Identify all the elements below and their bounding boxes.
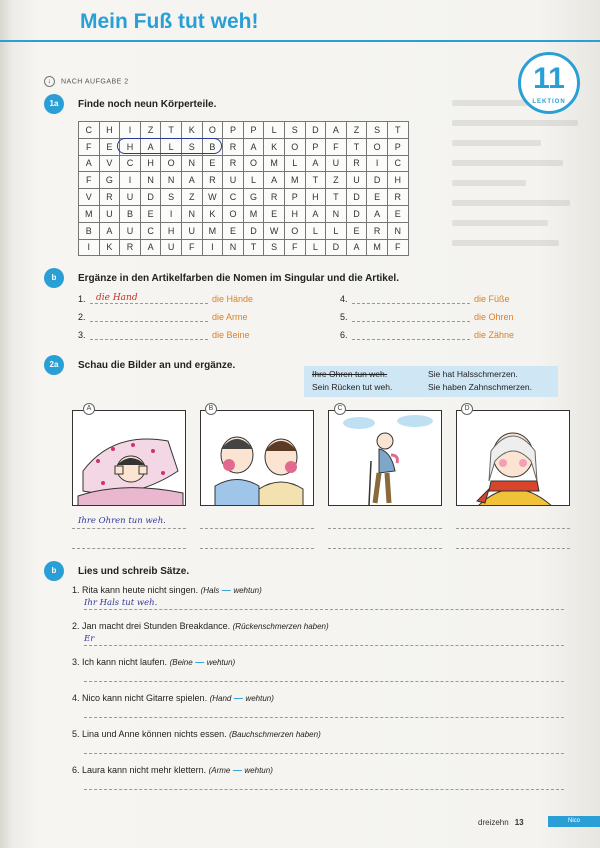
grid-cell[interactable]: E: [264, 205, 285, 222]
article-row: [340, 329, 514, 340]
grid-cell[interactable]: A: [79, 155, 100, 172]
grid-cell[interactable]: A: [367, 205, 388, 222]
article-row-number: 3.: [78, 330, 86, 340]
picture-c-backache: [328, 410, 442, 506]
lesson-number: 11: [533, 62, 565, 95]
article-row-number: 5.: [340, 312, 348, 322]
grid-cell[interactable]: L: [305, 222, 326, 239]
grid-cell[interactable]: N: [326, 205, 347, 222]
grid-cell[interactable]: O: [223, 205, 244, 222]
grid-cell[interactable]: D: [367, 172, 388, 189]
grid-cell[interactable]: R: [202, 172, 223, 189]
grid-cell[interactable]: O: [284, 222, 305, 239]
grid-cell[interactable]: T: [326, 189, 347, 206]
nach-aufgabe-note: [44, 76, 129, 87]
word-box-item: Ihre Ohren tun weh.: [312, 369, 388, 379]
page-footer: [478, 818, 524, 827]
article-row: [78, 311, 248, 322]
grid-cell[interactable]: S: [161, 189, 182, 206]
page-number: 13: [514, 818, 524, 827]
grid-cell[interactable]: R: [367, 222, 388, 239]
grid-cell[interactable]: A: [326, 122, 347, 139]
grid-cell[interactable]: Z: [140, 122, 161, 139]
picture-label-b: B: [205, 403, 217, 415]
grid-cell[interactable]: I: [120, 122, 141, 139]
nach-aufgabe-text: NACH AUFGABE 2: [61, 78, 129, 86]
title-rule: [0, 40, 600, 42]
article-row-number: 2.: [78, 312, 86, 322]
grid-cell[interactable]: H: [387, 172, 408, 189]
sentence-answer-line[interactable]: [84, 717, 564, 718]
sentence-answer-handwritten: Ihr Hals tut weh.: [84, 598, 158, 608]
grid-cell[interactable]: R: [223, 138, 244, 155]
sentence-prompt: [72, 693, 274, 703]
picture-label-d: D: [461, 403, 473, 415]
footer-tag: Nico: [548, 816, 600, 827]
grid-cell[interactable]: I: [79, 239, 100, 256]
answer-line-b2[interactable]: [200, 548, 314, 549]
grid-cell[interactable]: U: [120, 189, 141, 206]
lesson-badge: [518, 52, 580, 114]
grid-cell[interactable]: E: [223, 222, 244, 239]
answer-a-handwritten: Ihre Ohren tun weh.: [78, 516, 166, 526]
grid-cell[interactable]: O: [284, 138, 305, 155]
exercise-badge-2b: b: [44, 561, 64, 581]
grid-cell[interactable]: P: [387, 138, 408, 155]
plural-noun: die Beine: [212, 330, 250, 340]
sentence-hint: (Hals: [200, 586, 220, 595]
grid-cell[interactable]: A: [264, 172, 285, 189]
plural-noun: die Zähne: [474, 330, 515, 340]
plural-noun: die Hände: [212, 294, 254, 304]
article-row: [78, 293, 253, 304]
grid-cell[interactable]: O: [243, 155, 264, 172]
grid-cell[interactable]: Z: [346, 122, 367, 139]
article-row-number: 6.: [340, 330, 348, 340]
article-answer-handwritten: die Hand: [96, 293, 138, 303]
picture-label-c: C: [334, 403, 346, 415]
word-box-item: Sie hat Halsschmerzen.: [428, 369, 518, 379]
exercise-badge-1a: 1a: [44, 94, 64, 114]
sentence-prompt: [72, 657, 235, 667]
article-answer-field[interactable]: [90, 293, 208, 304]
exercise-1b-instruction: Ergänze in den Artikelfarben die Nomen im Singular und die Artikel.: [78, 273, 399, 284]
grid-cell[interactable]: A: [346, 239, 367, 256]
grid-cell[interactable]: A: [305, 155, 326, 172]
grid-cell[interactable]: K: [202, 205, 223, 222]
sentence-hint-verb: wehtun): [233, 586, 262, 595]
exercise-2b-instruction: Lies und schreib Sätze.: [78, 566, 190, 577]
grid-cell[interactable]: M: [284, 172, 305, 189]
grid-cell[interactable]: N: [181, 205, 202, 222]
grid-cell[interactable]: I: [120, 172, 141, 189]
grid-cell[interactable]: C: [223, 189, 244, 206]
sentence-answer-line[interactable]: [84, 609, 564, 610]
page-number-word: dreizehn: [478, 818, 509, 827]
grid-cell[interactable]: P: [223, 122, 244, 139]
grid-cell[interactable]: F: [326, 138, 347, 155]
grid-cell[interactable]: B: [120, 205, 141, 222]
exercise-2a-instruction: Schau die Bilder an und ergänze.: [78, 360, 236, 371]
sentence-hint-verb: wehtun): [244, 766, 273, 775]
grid-cell[interactable]: A: [305, 205, 326, 222]
plural-noun: die Ohren: [474, 312, 514, 322]
grid-cell[interactable]: I: [367, 155, 388, 172]
sentence-answer-line[interactable]: [84, 681, 564, 682]
sentence-hint: (Arme: [208, 766, 231, 775]
grid-cell[interactable]: H: [99, 122, 120, 139]
grid-cell[interactable]: A: [181, 172, 202, 189]
grid-cell[interactable]: E: [202, 155, 223, 172]
grid-row: [79, 155, 409, 172]
grid-cell[interactable]: L: [326, 222, 347, 239]
sentence-answer-line[interactable]: [84, 789, 564, 790]
grid-cell[interactable]: A: [140, 138, 161, 155]
grid-cell[interactable]: P: [284, 189, 305, 206]
grid-cell[interactable]: M: [202, 222, 223, 239]
grid-row: [79, 122, 409, 139]
grid-cell[interactable]: H: [140, 155, 161, 172]
grid-cell[interactable]: U: [346, 172, 367, 189]
grid-cell[interactable]: R: [387, 189, 408, 206]
picture-a-earache: [72, 410, 186, 506]
article-row: [78, 329, 250, 340]
grid-cell[interactable]: R: [264, 189, 285, 206]
grid-cell[interactable]: E: [367, 189, 388, 206]
grid-cell[interactable]: N: [161, 172, 182, 189]
grid-cell[interactable]: D: [346, 189, 367, 206]
circled-word-hals: [117, 138, 222, 154]
grid-cell[interactable]: L: [284, 155, 305, 172]
answer-line-a2[interactable]: [72, 548, 186, 549]
plural-noun: die Arme: [212, 312, 248, 322]
grid-row: [79, 222, 409, 239]
article-row: [340, 311, 514, 322]
grid-cell[interactable]: D: [346, 205, 367, 222]
sentence-text: 2. Jan macht drei Stunden Breakdance.: [72, 621, 231, 631]
grid-cell[interactable]: O: [367, 138, 388, 155]
sentence-hint: (Hand: [209, 694, 232, 703]
grid-cell[interactable]: F: [79, 138, 100, 155]
grid-cell[interactable]: H: [161, 222, 182, 239]
grid-cell[interactable]: F: [79, 172, 100, 189]
sentence-answer-handwritten: Er: [84, 634, 95, 644]
grid-cell[interactable]: W: [264, 222, 285, 239]
sentence-text: 1. Rita kann heute nicht singen.: [72, 585, 199, 595]
grid-cell[interactable]: E: [346, 222, 367, 239]
lesson-label: LEKTION: [532, 99, 566, 105]
grid-cell[interactable]: M: [367, 239, 388, 256]
grid-cell[interactable]: K: [264, 138, 285, 155]
grid-cell[interactable]: Z: [181, 189, 202, 206]
page-title: Mein Fuß tut weh!: [80, 10, 259, 33]
grid-cell[interactable]: S: [367, 122, 388, 139]
sentence-prompt: [72, 585, 262, 595]
grid-cell[interactable]: O: [202, 122, 223, 139]
sentence-prompt: [72, 621, 329, 631]
grid-cell[interactable]: U: [99, 205, 120, 222]
grid-cell[interactable]: U: [161, 239, 182, 256]
grid-cell[interactable]: D: [243, 222, 264, 239]
sentence-hint: (Rückenschmerzen haben): [232, 622, 329, 631]
grid-cell[interactable]: E: [140, 205, 161, 222]
grid-cell[interactable]: U: [181, 222, 202, 239]
grid-cell[interactable]: R: [99, 189, 120, 206]
grid-cell[interactable]: U: [120, 222, 141, 239]
grid-cell[interactable]: A: [99, 222, 120, 239]
answer-line-d2[interactable]: [456, 548, 570, 549]
article-answer-field[interactable]: [352, 329, 470, 340]
grid-cell[interactable]: F: [284, 239, 305, 256]
grid-cell[interactable]: H: [120, 138, 141, 155]
grid-cell[interactable]: N: [181, 155, 202, 172]
answer-line-c2[interactable]: [328, 548, 442, 549]
picture-label-a: A: [83, 403, 95, 415]
answer-line-c[interactable]: [328, 528, 442, 529]
sentence-prompt: [72, 765, 273, 775]
picture-d-sore-throat: [456, 410, 570, 506]
sentence-hint: (Beine: [169, 658, 193, 667]
grid-cell[interactable]: P: [243, 122, 264, 139]
grid-cell[interactable]: P: [305, 138, 326, 155]
grid-cell[interactable]: L: [264, 122, 285, 139]
sentence-hint-verb: wehtun): [206, 658, 236, 667]
sentence-text: 4. Nico kann nicht Gitarre spielen.: [72, 693, 208, 703]
exercise-badge-1b: b: [44, 268, 64, 288]
grid-cell[interactable]: D: [305, 122, 326, 139]
grid-cell[interactable]: N: [387, 222, 408, 239]
grid-cell[interactable]: L: [243, 172, 264, 189]
sentence-hint-verb: wehtun): [245, 694, 274, 703]
grid-cell[interactable]: L: [305, 239, 326, 256]
article-answer-field[interactable]: [90, 311, 208, 322]
hint-dash: —: [232, 765, 242, 775]
sentence-text: 3. Ich kann nicht laufen.: [72, 657, 168, 667]
grid-cell[interactable]: N: [140, 172, 161, 189]
grid-cell[interactable]: C: [387, 155, 408, 172]
hint-dash: —: [233, 693, 243, 703]
article-row: [340, 293, 510, 304]
sentence-text: 5. Lina und Anne können nichts essen.: [72, 729, 227, 739]
grid-cell[interactable]: T: [387, 122, 408, 139]
exercise-1a-instruction: Finde noch neun Körperteile.: [78, 99, 217, 110]
picture-b-toothache: [200, 410, 314, 506]
hint-dash: —: [221, 585, 231, 595]
grid-cell[interactable]: H: [284, 205, 305, 222]
grid-cell[interactable]: K: [99, 239, 120, 256]
answer-line-a[interactable]: [72, 528, 186, 529]
answer-line-b[interactable]: [200, 528, 314, 529]
word-box: [304, 366, 558, 397]
grid-cell[interactable]: F: [181, 239, 202, 256]
sentence-text: 6. Laura kann nicht mehr klettern.: [72, 765, 207, 775]
grid-cell[interactable]: I: [161, 205, 182, 222]
grid-cell[interactable]: R: [120, 239, 141, 256]
grid-cell[interactable]: T: [161, 122, 182, 139]
grid-cell[interactable]: C: [79, 122, 100, 139]
grid-cell[interactable]: I: [202, 239, 223, 256]
grid-row: [79, 172, 409, 189]
grid-cell[interactable]: V: [99, 155, 120, 172]
hint-dash: —: [195, 657, 205, 667]
grid-cell[interactable]: T: [305, 172, 326, 189]
grid-cell[interactable]: W: [202, 189, 223, 206]
grid-cell[interactable]: O: [161, 155, 182, 172]
sentence-answer-line[interactable]: [84, 753, 564, 754]
grid-row: [79, 189, 409, 206]
grid-cell[interactable]: R: [223, 155, 244, 172]
grid-cell[interactable]: T: [346, 138, 367, 155]
grid-cell[interactable]: D: [326, 239, 347, 256]
grid-cell[interactable]: B: [202, 138, 223, 155]
grid-cell[interactable]: C: [140, 222, 161, 239]
exercise-badge-2a: 2a: [44, 355, 64, 375]
grid-cell[interactable]: A: [140, 239, 161, 256]
grid-cell[interactable]: Z: [326, 172, 347, 189]
article-answer-field[interactable]: [352, 311, 470, 322]
grid-cell[interactable]: S: [284, 122, 305, 139]
grid-cell[interactable]: T: [243, 239, 264, 256]
sentence-hint: (Bauchschmerzen haben): [229, 730, 321, 739]
grid-cell[interactable]: C: [120, 155, 141, 172]
grid-cell[interactable]: M: [243, 205, 264, 222]
grid-cell[interactable]: K: [181, 122, 202, 139]
article-row-number: 4.: [340, 294, 348, 304]
arrow-down-icon: ↓: [44, 76, 55, 87]
grid-cell[interactable]: S: [264, 239, 285, 256]
grid-cell[interactable]: G: [99, 172, 120, 189]
grid-cell[interactable]: G: [243, 189, 264, 206]
grid-cell[interactable]: F: [387, 239, 408, 256]
grid-cell[interactable]: A: [243, 138, 264, 155]
grid-cell[interactable]: V: [79, 189, 100, 206]
grid-cell[interactable]: U: [326, 155, 347, 172]
grid-cell[interactable]: S: [181, 138, 202, 155]
word-box-item: Sein Rücken tut weh.: [312, 382, 393, 392]
grid-cell[interactable]: N: [223, 239, 244, 256]
plural-noun: die Füße: [474, 294, 510, 304]
grid-cell[interactable]: U: [223, 172, 244, 189]
word-box-item: Sie haben Zahnschmerzen.: [428, 382, 532, 392]
grid-cell[interactable]: L: [161, 138, 182, 155]
grid-cell[interactable]: E: [99, 138, 120, 155]
sentence-prompt: [72, 729, 321, 739]
article-row-number: 1.: [78, 294, 86, 304]
grid-row: [79, 239, 409, 256]
grid-cell[interactable]: D: [140, 189, 161, 206]
answer-line-d[interactable]: [456, 528, 570, 529]
sentence-answer-line[interactable]: [84, 645, 564, 646]
grid-cell[interactable]: M: [264, 155, 285, 172]
grid-cell[interactable]: H: [305, 189, 326, 206]
grid-cell[interactable]: E: [387, 205, 408, 222]
article-answer-field[interactable]: [90, 329, 208, 340]
grid-cell[interactable]: M: [79, 205, 100, 222]
grid-cell[interactable]: R: [346, 155, 367, 172]
grid-row: [79, 205, 409, 222]
grid-cell[interactable]: B: [79, 222, 100, 239]
article-answer-field[interactable]: [352, 293, 470, 304]
